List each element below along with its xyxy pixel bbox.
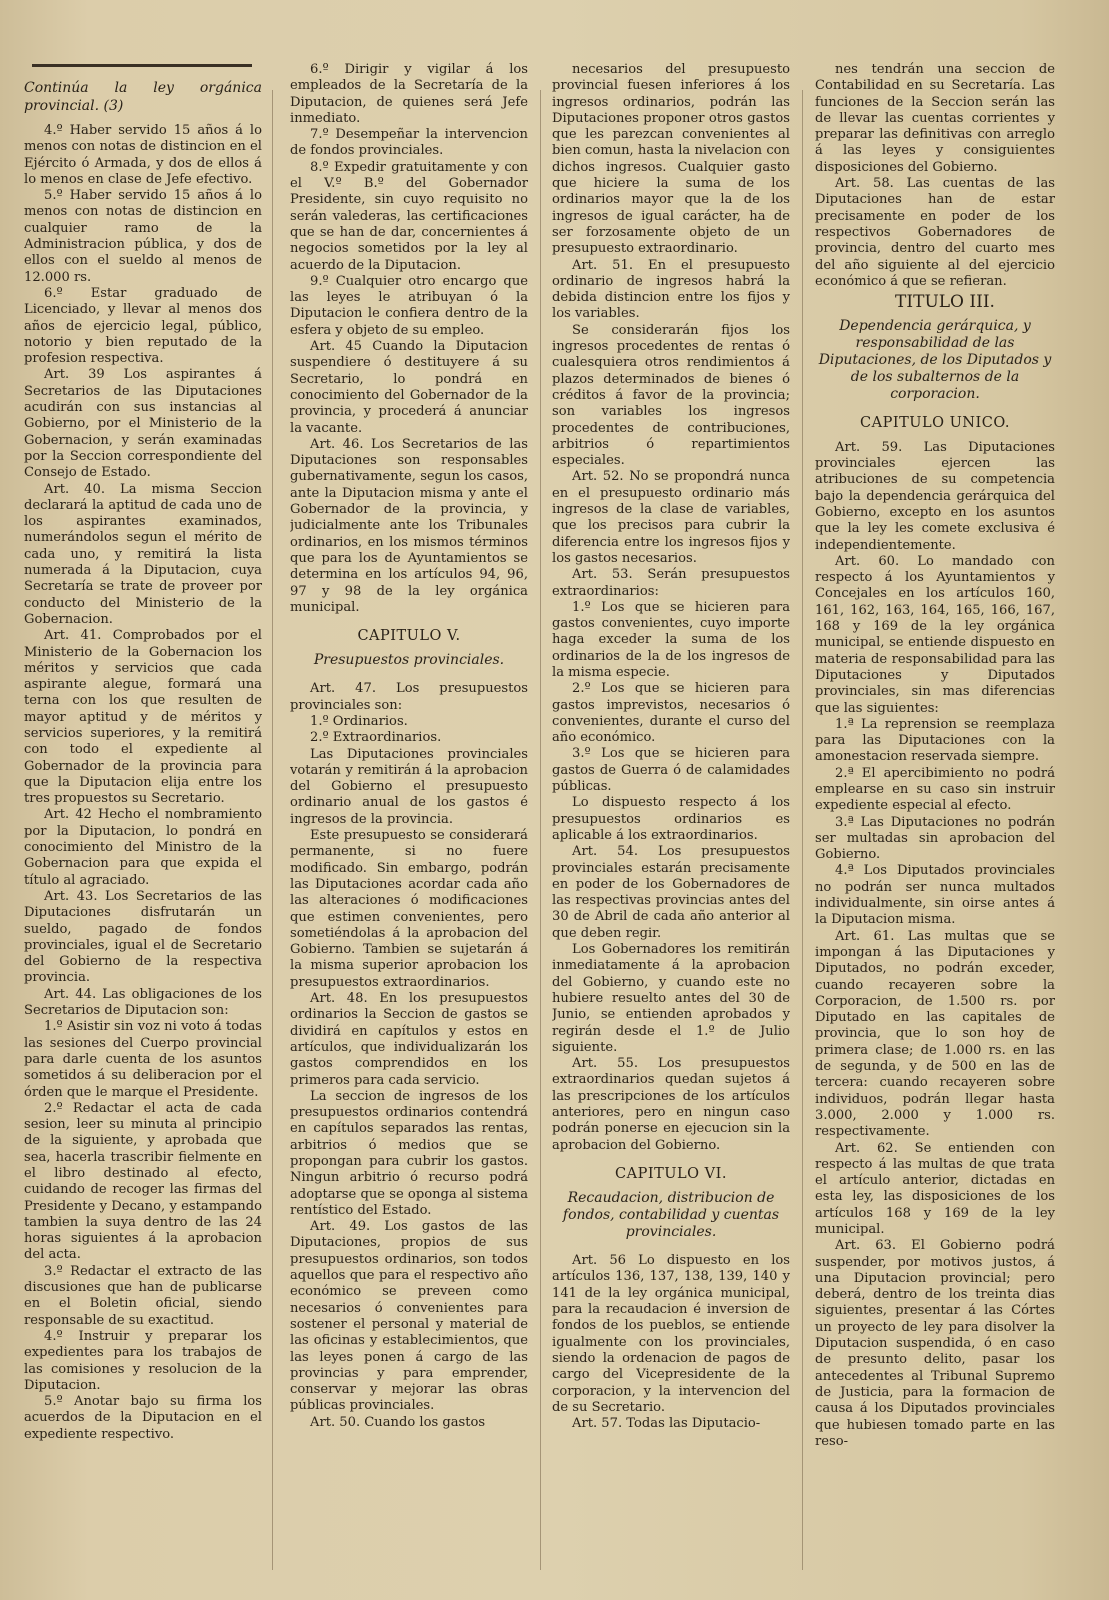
article-49: Art. 49. Los gastos de las Diputaciones, propios de sus presupuestos ordinarios, son todos aquellos que para el respectivo año económico se preveen como necesarios ó convenientes para sostener el personal y material de las oficinas y establecimientos, que las leyes ponen á cargo de las provincias y para emprender, conservar y mejorar las obras públicas provinciales. (290, 1219, 528, 1414)
article-52: Art. 52. No se propondrá nunca en el presupuesto ordinario más ingresos de la clase de variables, que los precisos para cubrir la diferencia entre los ingresos fijos y los gastos necesarios. (552, 469, 790, 566)
paragraph: 6.º Estar graduado de Licenciado, y llevar al menos dos años de ejercicio legal, público, notorio y bien reputado de la profesion respectiva. (24, 285, 262, 367)
paragraph: Se considerarán fijos los ingresos procedentes de rentas ó cualesquiera otros rendimientos á plazos determinados de bienes ó créditos á favor de la provincia; son variables los ingresos procedentes de contribuciones, arbitrios ó repartimientos especiales. (552, 322, 790, 469)
paragraph: necesarios del presupuesto provincial fuesen inferiores á los ingresos ordinarios, podrán las Diputaciones proponer otros gastos que les parezcan convenientes al bien comun, hasta la nivelacion con dichos ingresos. Cualquier gasto que hiciere la suma de los ordinarios mayor que la de los ingresos de igual carácter, ha de ser forzosamente objeto de un presupuesto extraordinario. (552, 62, 790, 257)
column-rule (802, 90, 803, 1570)
article-60: Art. 60. Lo mandado con respecto á los Ayuntamientos y Concejales en los artículos 160, 161, 162, 163, 164, 165, 166, 167, 168 y 169 de la ley orgánica municipal, se entiende dispuesto en materia de responsabilidad para las Diputaciones y Diputados provinciales, sin mas diferencias que las siguientes: (815, 553, 1055, 716)
chapter-heading: CAPITULO VI. (615, 1165, 727, 1182)
chapter-heading: CAPITULO UNICO. (860, 415, 1010, 432)
article-61: Art. 61. Las multas que se impongan á las Diputaciones y Diputados, no podrán exceder, cuando recayeren sobre la Corporacion, de 1.500 rs. por Diputado en las capitales de provincia, que lo son hoy de primera clase; de 1.000 rs. en las de segunda, y de 500 en las de tercera: cuando recayeren sobre individuos, podrán llegar hasta 3.000, 2.000 y 1.000 rs. respectivamente. (815, 928, 1055, 1140)
paragraph: 4.º Haber servido 15 años á lo menos con notas de distincion en el Ejército ó Armada, y dos de ellos á lo menos en clase de Jefe efectivo. (24, 123, 262, 187)
paragraph: 3.º Redactar el extracto de las discusiones que han de publicarse en el Boletin oficial, siendo responsable de su exactitud. (24, 1263, 262, 1328)
article-55: Art. 55. Los presupuestos extraordinarios quedan sujetos á las prescripciones de los artículos anteriores, pero en ningun caso podrán ponerse en ejecucion sin la aprobacion del Gobierno. (552, 1056, 790, 1153)
paragraph: 9.º Cualquier otro encargo que las leyes le atribuyan ó la Diputacion le confiera dentro de la esfera y objeto de su empleo. (290, 273, 528, 338)
article-56: Art. 56 Lo dispuesto en los artículos 136, 137, 138, 139, 140 y 141 de la ley orgánica municipal, para la recaudacion é inversion de fondos de los pueblos, se entiende igualmente con los provinciales, siendo la ordenacion de pagos de cargo del Vicepresidente de la corporacion, y la intervencion del de su Secretario. (552, 1253, 790, 1415)
paragraph: 2.º Redactar el acta de cada sesion, leer su minuta al principio de la siguiente, y aprobada que sea, hacerla trascribir fielmente en el libro destinado al efecto, cuidando de recoger las firmas del Presidente y Decano, y estampando tambien la suya dentro de las 24 horas siguientes á la aprobacion del acta. (24, 1100, 262, 1263)
paragraph: 4.ª Los Diputados provinciales no podrán ser nunca multados individualmente, sin oirse antes á la Diputacion misma. (815, 863, 1055, 928)
article-53: Art. 53. Serán presupuestos extraordinarios: (552, 567, 790, 599)
paragraph: 5.º Anotar bajo su firma los acuerdos de la Diputacion en el expediente respectivo. (24, 1394, 262, 1442)
column-rule (272, 90, 273, 1570)
top-rule (32, 64, 252, 67)
paragraph: La seccion de ingresos de los presupuestos ordinarios contendrá en capítulos separados las rentas, arbitrios ó medios que se propongan para cubrir los gastos. Ningun arbitrio ó recurso podrá adoptarse que se oponga al sistema rentístico del Estado. (290, 1088, 528, 1218)
article-47: Art. 47. Los presupuestos provinciales son: (290, 681, 528, 713)
article-62: Art. 62. Se entienden con respecto á las multas de que trata el artículo anterior, dictadas en esta ley, las disposiciones de los artículos 168 y 169 de la ley municipal. (815, 1140, 1055, 1237)
title-subtitle: Dependencia gerárquica, y responsabilidad de las Diputaciones, de los Diputados y de los subalternos de la corporacion. (818, 318, 1052, 403)
continuation-heading: Continúa la ley orgánica provincial. (3) (24, 80, 262, 114)
article-54: Art. 54. Los presupuestos provinciales estarán precisamente en poder de los Gobernadores de las respectivas provincias antes del 30 de Abril de cada año anterior al que deben regir. (552, 844, 790, 941)
paragraph: 4.º Instruir y preparar los expedientes para los trabajos de las comisiones y resolucion de la Diputacion. (24, 1328, 262, 1393)
column-3 (552, 62, 790, 1592)
paragraph: 7.º Desempeñar la intervencion de fondos provinciales. (290, 127, 528, 159)
paragraph: 1.ª La reprension se reemplaza para las Diputaciones con la amonestacion reservada siempre. (815, 716, 1055, 765)
article-48: Art. 48. En los presupuestos ordinarios la Seccion de gastos se dividirá en capítulos y estos en artículos, que individualizarán los gastos comprendidos en los primeros para cada servicio. (290, 991, 528, 1088)
paragraph: 6.º Dirigir y vigilar á los empleados de la Secretaría de la Diputacion, de quienes será Jefe inmediato. (290, 62, 528, 126)
paragraph: 1.º Asistir sin voz ni voto á todas las sesiones del Cuerpo provincial para darle cuenta de los asuntos sometidos á su deliberacion por el órden que le marque el Presidente. (24, 1019, 262, 1100)
paragraph: 3.º Los que se hicieren para gastos de Guerra ó de calamidades públicas. (552, 746, 790, 795)
paragraph: 8.º Expedir gratuitamente y con el V.º B.º del Gobernador Presidente, sin cuyo requisito no serán valederas, las certificaciones que se han de dar, concernientes á negocios sometidos por la ley al acuerdo de la Diputacion. (290, 159, 528, 273)
paragraph: 1.º Los que se hicieren para gastos convenientes, cuyo importe haga exceder la suma de los ordinarios de la de los ingresos de la misma especie. (552, 599, 790, 680)
paragraph: Este presupuesto se considerará permanente, si no fuere modificado. Sin embargo, podrán las Diputaciones acordar cada año las alteraciones ó modificaciones que estimen convenientes, pero sometiéndolas á la aprobacion del Gobierno. Tambien se sujetarán á la misma superior aprobacion los presupuestos extraordinarios. (290, 828, 528, 990)
paragraph: 5.º Haber servido 15 años á lo menos con notas de distincion en cualquier ramo de la Administracion pública, y dos de ellos con el sueldo al menos de 12.000 rs. (24, 188, 262, 285)
chapter-subtitle: Recaudacion, distribucion de fondos, contabilidad y cuentas provinciales. (562, 1190, 780, 1241)
article-59: Art. 59. Las Diputaciones provinciales ejercen las atribuciones de su competencia bajo la dependencia gerárquica del Gobierno, excepto en los asuntos que la ley les comete exclusiva é independientemente. (815, 439, 1055, 553)
column-rule (540, 90, 541, 1570)
article-63: Art. 63. El Gobierno podrá suspender, por motivos justos, á una Diputacion provincial; pero deberá, dentro de los treinta dias siguientes, presentar á las Córtes un proyecto de ley para disolver la Diputacion suspendida, ó en caso de presunto delito, pasar los antecedentes al Tribunal Supremo de Justicia, para la formacion de causa á los Diputados provinciales que hubiesen tomado parte en las reso- (815, 1238, 1055, 1449)
chapter-subtitle: Presupuestos provinciales. (313, 652, 505, 669)
article-50: Art. 50. Cuando los gastos (310, 1414, 486, 1430)
article-46: Art. 46. Los Secretarios de las Diputaciones son responsables gubernativamente, segun los casos, ante la Diputacion misma y ante el Gobernador de la provincia, y judicialmente ante los Tribunales ordinarios, en los mismos términos que para los de Ayuntamientos se determina en los artículos 94, 96, 97 y 98 de la ley orgánica municipal. (290, 436, 528, 615)
article-45: Art. 45 Cuando la Diputacion suspendiere ó destituyere á su Secretario, lo pondrá en conocimiento del Gobernador de la provincia, y procederá á anunciar la vacante. (290, 339, 528, 436)
article-57: Art. 57. Todas las Diputacio- (572, 1416, 761, 1432)
article-44: Art. 44. Las obligaciones de los Secretarios de Diputacion son: (24, 986, 262, 1019)
article-58: Art. 58. Las cuentas de las Diputaciones han de estar precisamente en poder de los respectivos Gobernadores de provincia, dentro del cuarto mes del año siguiente al del ejercicio económico á que se refieran. (815, 176, 1055, 289)
chapter-heading: CAPITULO V. (357, 628, 461, 645)
column-2 (290, 62, 528, 1592)
paragraph: 2.º Los que se hicieren para gastos imprevistos, necesarios ó convenientes, durante el curso del año económico. (552, 681, 790, 746)
column-1 (24, 62, 262, 1592)
paragraph: nes tendrán una seccion de Contabilidad en su Secretaría. Las funciones de la Seccion serán las de llevar las cuentas corrientes y preparar las definitivas con arreglo á las leyes y consiguientes disposiciones del Gobierno. (815, 62, 1055, 175)
article-39: Art. 39 Los aspirantes á Secretarios de las Diputaciones acudirán con sus instancias al Gobierno, por el Ministerio de la Gobernacion, y serán examinadas por la Seccion correspondiente del Consejo de Estado. (24, 367, 262, 481)
paragraph: 3.ª Las Diputaciones no podrán ser multadas sin aprobacion del Gobierno. (815, 814, 1055, 863)
paragraph: 1.º Ordinarios. (310, 713, 408, 729)
paragraph: Lo dispuesto respecto á los presupuestos ordinarios es aplicable á los extraordinarios. (552, 795, 790, 843)
title-heading: TITULO III. (895, 292, 995, 313)
article-40: Art. 40. La misma Seccion declarará la aptitud de cada uno de los aspirantes examinados, numerándolos segun el mérito de cada uno, y remitirá la lista numerada á la Diputacion, cuya Secretaría se trate de proveer por conducto del Ministerio de la Gobernacion. (24, 481, 262, 627)
paragraph: 2.º Extraordinarios. (310, 730, 442, 746)
paragraph: 2.ª El apercibimiento no podrá emplearse en su caso sin instruir expediente especial al efecto. (815, 765, 1055, 814)
paragraph: Los Gobernadores los remitirán inmediatamente á la aprobacion del Gobierno, y cuando este no hubiere resuelto antes del 30 de Junio, se entienden aprobados y regirán desde el 1.º de Julio siguiente. (552, 942, 790, 1055)
article-43: Art. 43. Los Secretarios de las Diputaciones disfrutarán un sueldo, pagado de fondos provinciales, igual el de Secretario del Gobierno de la respectiva provincia. (24, 888, 262, 986)
article-42: Art. 42 Hecho el nombramiento por la Diputacion, lo pondrá en conocimiento del Ministro de la Gobernacion para que expida el título al agraciado. (24, 807, 262, 888)
column-4 (815, 62, 1055, 1592)
paragraph: Las Diputaciones provinciales votarán y remitirán á la aprobacion del Gobierno el presupuesto ordinario anual de los gastos é ingresos de la provincia. (290, 746, 528, 827)
article-41: Art. 41. Comprobados por el Ministerio de la Gobernacion los méritos y servicios que cada aspirante alegue, formará una terna con los que resulten de mayor aptitud y de méritos y servicios superiores, y la remitirá con todo el expediente al Gobernador de la provincia para que la Diputacion elija entre los tres propuestos su Secretario. (24, 628, 262, 807)
article-51: Art. 51. En el presupuesto ordinario de ingresos habrá la debida distincion entre los fijos y los variables. (552, 257, 790, 322)
